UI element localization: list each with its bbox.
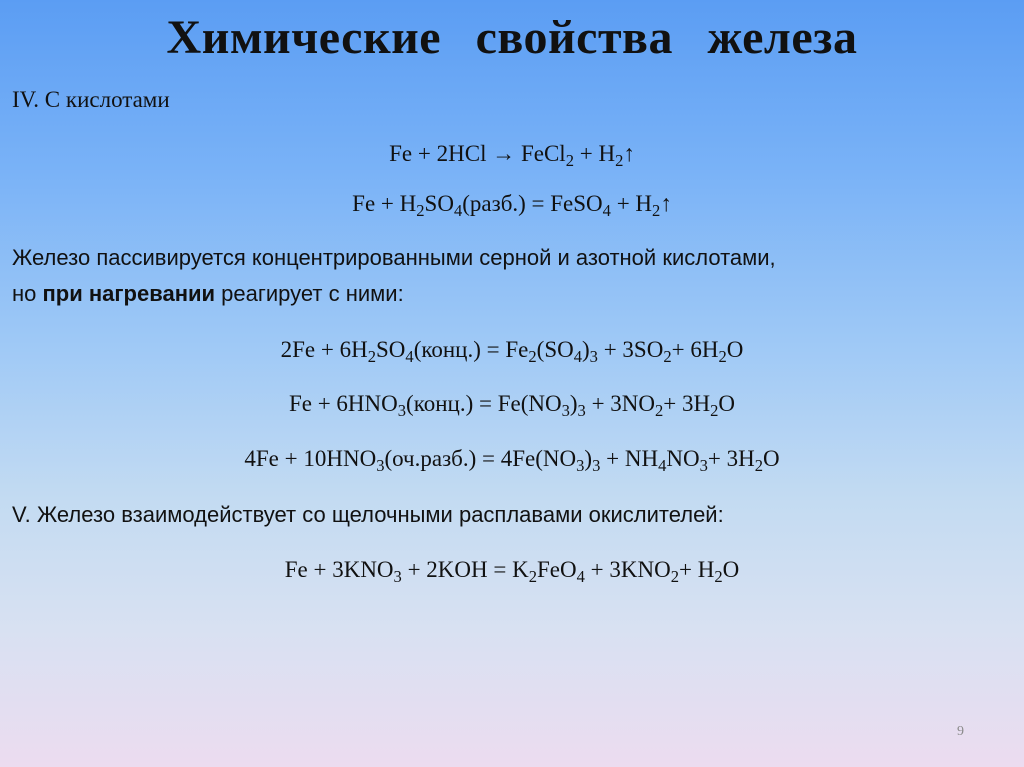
section-v-heading: V. Железо взаимодействует со щелочными расплавами окислителей: <box>12 502 724 527</box>
passivation-note-line2: но при нагревании реагирует с ними: <box>12 281 404 306</box>
equation-fe-hcl: Fe + 2HCl → FeCl$_2$ + $H_2↑$ <box>389 141 635 171</box>
equation-fe-h2so4-conc: $2Fe + 6H_2SO_4(конц.) = Fe_2(SO_4)_3 + 3SO_2+ 6H_2O$ <box>280 337 744 367</box>
section-iv-heading: IV. С кислотами <box>12 87 170 112</box>
passivation-note-line1: Железо пассивируется концентрированными серной и азотной кислотами, <box>12 245 776 270</box>
equation-fe-h2so4-dilute: $Fe + H_2SO_4(разб.)$ = FeSO$_4$ + $H_2↑$ <box>352 191 672 221</box>
slide-title: Химические свойства железа <box>166 11 858 64</box>
equation-fe-hno3-very-dilute: $4Fe + 10HNO_3(оч.разб.) = 4Fe(NO_3)_3 + NH_4NO_3+ 3H_2O$ <box>244 446 780 476</box>
page-number: 9 <box>957 724 964 739</box>
heating-emphasis: при нагревании <box>42 281 216 306</box>
equation-fe-hno3-conc: $Fe + 6HNO_3(конц.) = Fe(NO_3)_3 + 3NO_2+ 3H_2O$ <box>288 391 736 421</box>
equation-fe-kno3-koh: $Fe + 3KNO_3 + 2KOH = K_2FeO_4 + 3KNO_2+ H_2O$ <box>284 557 740 587</box>
